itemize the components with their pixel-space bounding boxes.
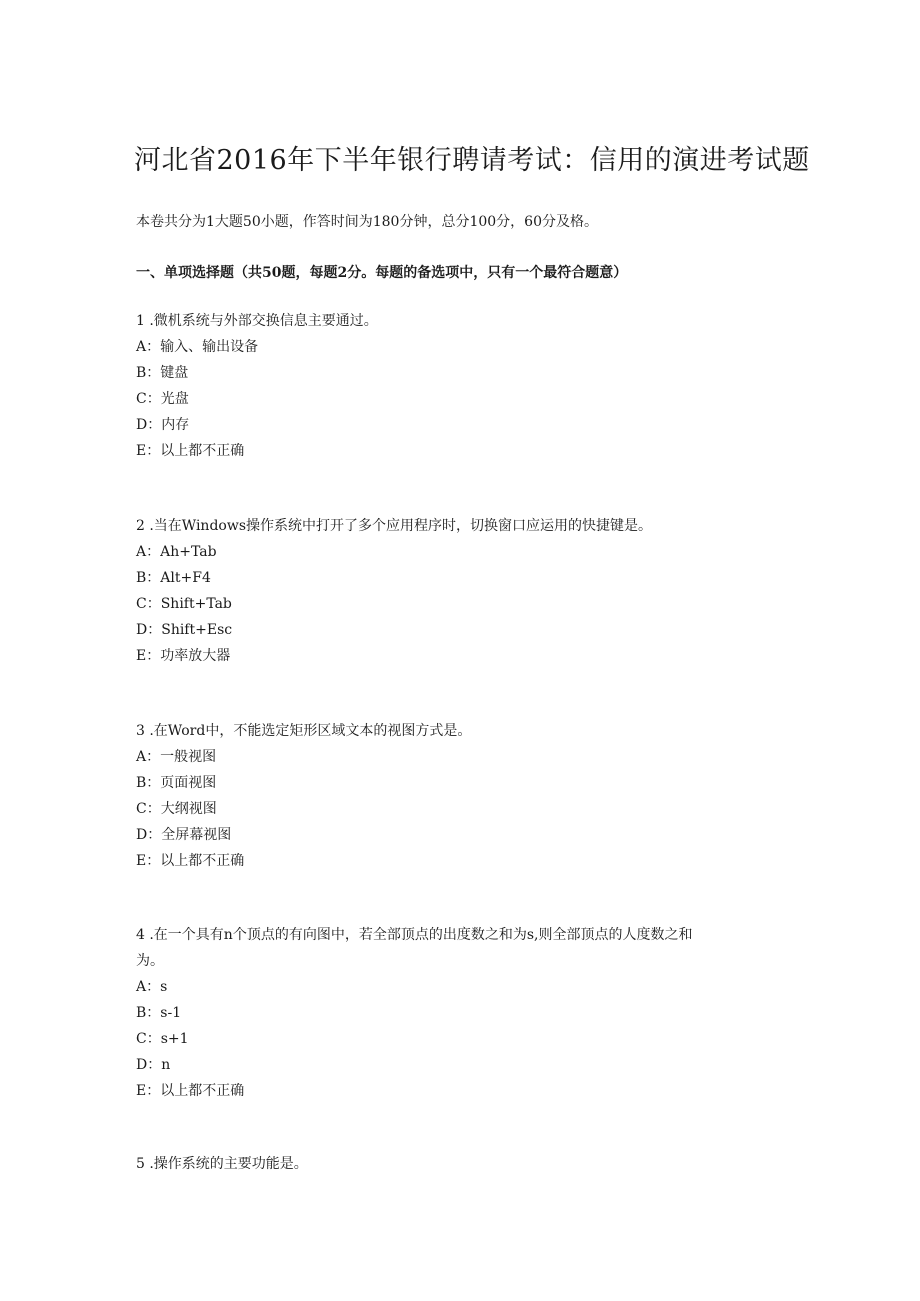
option-c: C：s+1 [136,1031,189,1047]
option-e: E：以上都不正确 [136,443,245,459]
option-c: C：大纲视图 [136,801,217,817]
question-stem: 2 .当在Windows操作系统中打开了多个应用程序时，切换窗口应运用的快捷键是。 [136,518,653,534]
section-heading: 一、单项选择题（共50题，每题2分。每题的备选项中，只有一个最符合题意） [136,265,628,281]
option-e: E：以上都不正确 [136,853,245,869]
question-4 [136,922,692,1104]
question-stem: 1 .微机系统与外部交换信息主要通过。 [136,313,378,329]
option-e: E：功率放大器 [136,648,231,664]
option-c: C：光盘 [136,391,189,407]
option-a: A：输入、输出设备 [136,339,259,355]
option-e: E：以上都不正确 [136,1083,245,1099]
option-b: B：键盘 [136,365,189,381]
question-3 [136,718,471,874]
question-stem: 5 .操作系统的主要功能是。 [136,1156,308,1172]
question-2 [136,513,652,669]
option-b: B：页面视图 [136,775,217,791]
question-1 [136,308,378,464]
option-c: C：Shift+Tab [136,596,232,612]
question-stem-continuation: 为。 [136,953,164,969]
question-stem: 3 .在Word中，不能选定矩形区域文本的视图方式是。 [136,723,472,739]
option-d: D：全屏幕视图 [136,827,232,843]
option-a: A：s [136,979,168,995]
document-title: 河北省2016年下半年银行聘请考试：信用的演进考试题 [134,145,810,176]
exam-summary: 本卷共分为1大题50小题，作答时间为180分钟，总分100分，60分及格。 [136,214,598,230]
option-a: A：一般视图 [136,749,217,765]
option-d: D：n [136,1057,171,1073]
option-d: D：Shift+Esc [136,622,233,638]
question-stem: 4 .在一个具有n个顶点的有向图中，若全部顶点的出度数之和为s,则全部顶点的人度数之和 [136,927,693,943]
option-d: D：内存 [136,417,190,433]
option-b: B：s-1 [136,1005,182,1021]
question-5 [136,1151,308,1177]
option-a: A：Ah+Tab [136,544,217,560]
option-b: B：Alt+F4 [136,570,211,586]
